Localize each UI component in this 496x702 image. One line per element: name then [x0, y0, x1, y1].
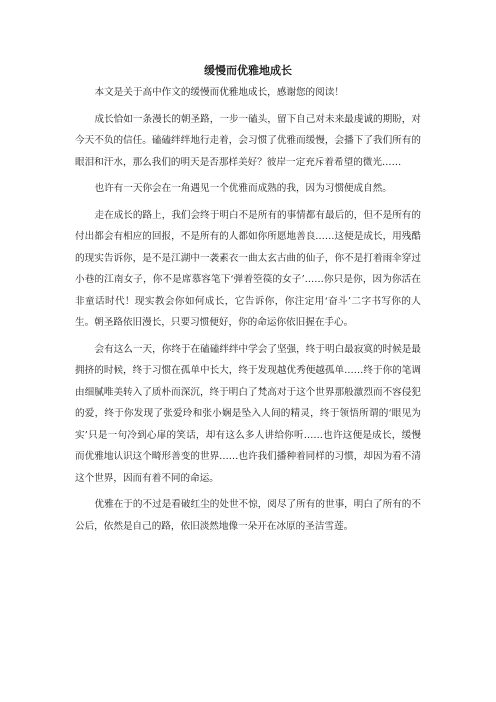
intro-paragraph: 本文是关于高中作文的缓慢而优雅地成长，感谢您的阅读！: [94, 87, 344, 98]
page-title: 缓慢而优雅地成长: [204, 64, 292, 77]
body-paragraph: 成长恰如一条漫长的朝圣路，一步一磕头，留下自己对未来最虔诚的期盼，对今天不负的信任。磕磕绊绊地行走着，会习惯了优雅而缓慢，会播下了我们所有的眼泪和汗水，那么我们的明天是否那样美好？彼岸一定充斥着希望的微光……: [75, 113, 421, 168]
body-paragraph: 也许有一天你会在一角遇见一个优雅而成熟的我，因为习惯便成自然。: [94, 183, 392, 194]
body-paragraph: 会有这么一天，你终于在磕磕绊绊中学会了坚强，终于明白最寂寞的时候是最拥挤的时候，终于习惯在孤单中长大，终于发现越优秀便越孤单……终于你的笔调由细腻唯美转入了质朴而深沉，终于明白了梵高对于这个世界那般激烈而不容侵犯的爱，终于你发现了张爱玲和张小娴是坠入人间的精灵，终于领悟所谓的‘眼见为实’只是一句冷到心扉的笑话，却有这么多人讲给你听……也许这便是成长，缓慢而优雅地认识这个畸形善变的世界……也许我们播种着同样的习惯，却因为看不清这个世界，因而有着不同的命运。: [75, 343, 421, 484]
body-paragraph: 走在成长的路上，我们会终于明白不是所有的事情都有最后的，但不是所有的付出都会有相应的回报，不是所有的人都如你所愿地善良……这便是成长，用残酷的现实告诉你，是不是江湖中一袭素衣一曲太玄古曲的仙子，你不是打着雨伞穿过小巷的江南女子，你不是席慕容笔下‘弹着箜篌的女子’……你只是你，因为你活在非童话时代！现实教会你如何成长，它告诉你，你注定用‘奋斗’二字书写你的人生。朝圣路依旧漫长，只要习惯便好，你的命运你依旧握在手心。: [75, 209, 421, 328]
body-paragraph: 优雅在于的不过是看破红尘的处世不惊，阅尽了所有的世事，明白了所有的不公后，依然是自己的路，依旧淡然地像一朵开在冰原的圣洁雪莲。: [75, 499, 421, 532]
